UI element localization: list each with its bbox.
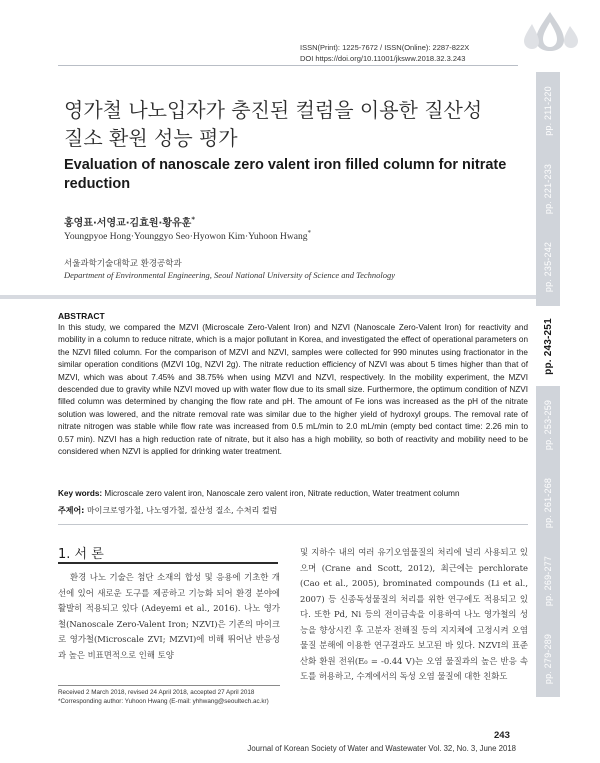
authors-english: Youngpyoe Hong·Younggyo Seo·Hyowon Kim·Yuhoon Hwang* [64, 229, 311, 243]
section-band [0, 295, 536, 299]
footnote-received: Received 2 March 2018, revised 24 April 2018, accepted 27 April 2018 [58, 689, 255, 696]
sidebar-item-253-259[interactable]: pp. 253-259 [543, 399, 553, 451]
keywords-label: Key words: [58, 489, 103, 498]
title-english: Evaluation of nanoscale zero valent iron filled column for nitrate reduction [64, 157, 507, 192]
authors-korean: 홍영표·서영교·김효원·황유훈* [64, 215, 195, 229]
abstract-text: In this study, we compared the MZVI (Microscale Zero-Valent Iron) and NZVI (Nanoscale Zero-Valent Iron) for reactivity and mobility in a column to reduce nitrate, which is a major pollutant in Korea, and investigated the effect of operational parameters on the NZVI filled column. For the comparison of MZVI and NZVI, samples were collected for 990 minutes using fractionator in the similar operation conditions (MZVI 10g, NZVI 2g). The nitrate reduction efficiency of NZVI was about 5 times higher than that of MZVI, which was about 7.45% and 38.75% when using MZVI and NZVI, respectively. In the mobility experiment, the MZVI descended due to gravity while NZVI moved up with water flow due to its small size. Furthermore, the optimum condition of NZVI filled column was determined by changing the flow rate and pH. The amount of Fe ions was increased as the pH of the nitrate solution was lowered, and the nitrate removal rate was similar due to the higher yield of hydroxyl groups. The removal rate of nitrate nitrogen was stable while flow rate was increased from 0.5 mL/min to 2.0 mL/min (empty bed contact time: 2.26 min to 0.57 min). NZVI has a high reduction rate of nitrate, but it also has a high mobility, so both of reactivity and mobility need to be considered when NZVI is applied for drinking water treatment. [58, 323, 528, 457]
issn-line [300, 42, 518, 64]
title-korean [64, 96, 524, 152]
abstract-heading: ABSTRACT [58, 311, 105, 321]
title-korean-line2: 질소 환원 성능 평가 [64, 126, 238, 150]
section-heading-rule [58, 562, 278, 564]
title-korean-line1: 영가철 나노입자가 충진된 컬럼을 이용한 질산성 [64, 98, 483, 122]
footnote-corresponding: *Corresponding author: Yuhoon Hwang (E-mail: yhhwang@seoultech.ac.kr) [58, 698, 269, 705]
sidebar-item-279-289[interactable]: pp. 279-289 [543, 633, 553, 684]
keywords-divider [58, 524, 528, 525]
affiliation-english: Department of Environmental Engineering, Seoul National University of Science and Technology [64, 270, 396, 280]
sidebar-item-221-233[interactable]: pp. 221-233 [543, 163, 553, 215]
corresponding-mark-en: * [307, 229, 311, 237]
keywords-label-kr: 주제어: [58, 506, 85, 515]
affiliation-korean: 서울과학기술대학교 환경공학과 [64, 259, 182, 269]
page-number: 243 [494, 730, 510, 741]
sidebar-item-243-251[interactable]: pp. 243-251 [534, 306, 562, 386]
sidebar-item-235-242[interactable]: pp. 235-242 [543, 241, 553, 293]
keywords-text: Microscale zero valent iron, Nanoscale zero valent iron, Nitrate reduction, Water treatment column [104, 489, 460, 498]
sidebar-item-261-268[interactable]: pp. 261-268 [543, 477, 553, 529]
keywords-english [58, 489, 528, 498]
intro-right-column: 및 지하수 내의 여러 유기오염물질의 처리에 널리 사용되고 있으며 (Crane and Scott, 2012), 최근에는 perchlorate (Cao et al., 2005), brominated compounds (Li et al., 2007) 등 신종독성물질의 처리를 위한 연구에도 적용되고 있다. 또한 Pd, Ni 등의 전이금속을 이용하여 나노 영가철의 성능을 향상시킨 후 고분자 전해질 등의 지지체에 고정시켜 오염물질 분해에 이용한 연구결과도 보고된 바 있다. NZVI의 표준 산화 환원 전위(E₀ = -0.44 V)는 오염 물질과의 높은 반응 속도를 허용하고, 수계에서의 독성 오염 물질에 대한 친화도 [300, 547, 528, 681]
issn-text: ISSN(Print): 1225-7672 / ISSN(Online): 2287-822X [300, 43, 470, 52]
doi-link[interactable]: DOI https://doi.org/10.11001/jksww.2018.32.3.243 [300, 54, 466, 63]
sidebar-item-269-277[interactable]: pp. 269-277 [543, 555, 553, 607]
intro-left-column: 환경 나노 기술은 첨단 소재의 합성 및 응용에 기초한 개선에 있어 새로운 도구를 제공하고 기능화 되어 환경 분야에 활발히 적용되고 있다 (Adeyemi et al., 2016). 나노 영가철(Nanoscale Zero-Valent Iron; NZVI)은 기존의 마이크로 영가철(Microscale ZVI; MZVI)에 비해 뛰어난 반응성과 높은 비표면적으로 인해 토양 [58, 572, 280, 660]
journal-footer: Journal of Korean Society of Water and Wastewater Vol. 32, No. 3, June 2018 [247, 744, 516, 753]
page-range-sidebar [536, 72, 560, 697]
journal-logo-icon [520, 10, 582, 52]
footnote-divider [58, 685, 280, 686]
keywords-text-kr: 마이크로영가철, 나노영가철, 질산성 질소, 수처리 컬럼 [86, 506, 278, 515]
corresponding-mark: * [191, 215, 195, 224]
header-divider [58, 65, 518, 66]
section-heading-intro: 1. 서 론 [58, 547, 104, 562]
sidebar-item-211-220[interactable]: pp. 211-220 [543, 86, 554, 136]
keywords-korean [58, 505, 528, 516]
